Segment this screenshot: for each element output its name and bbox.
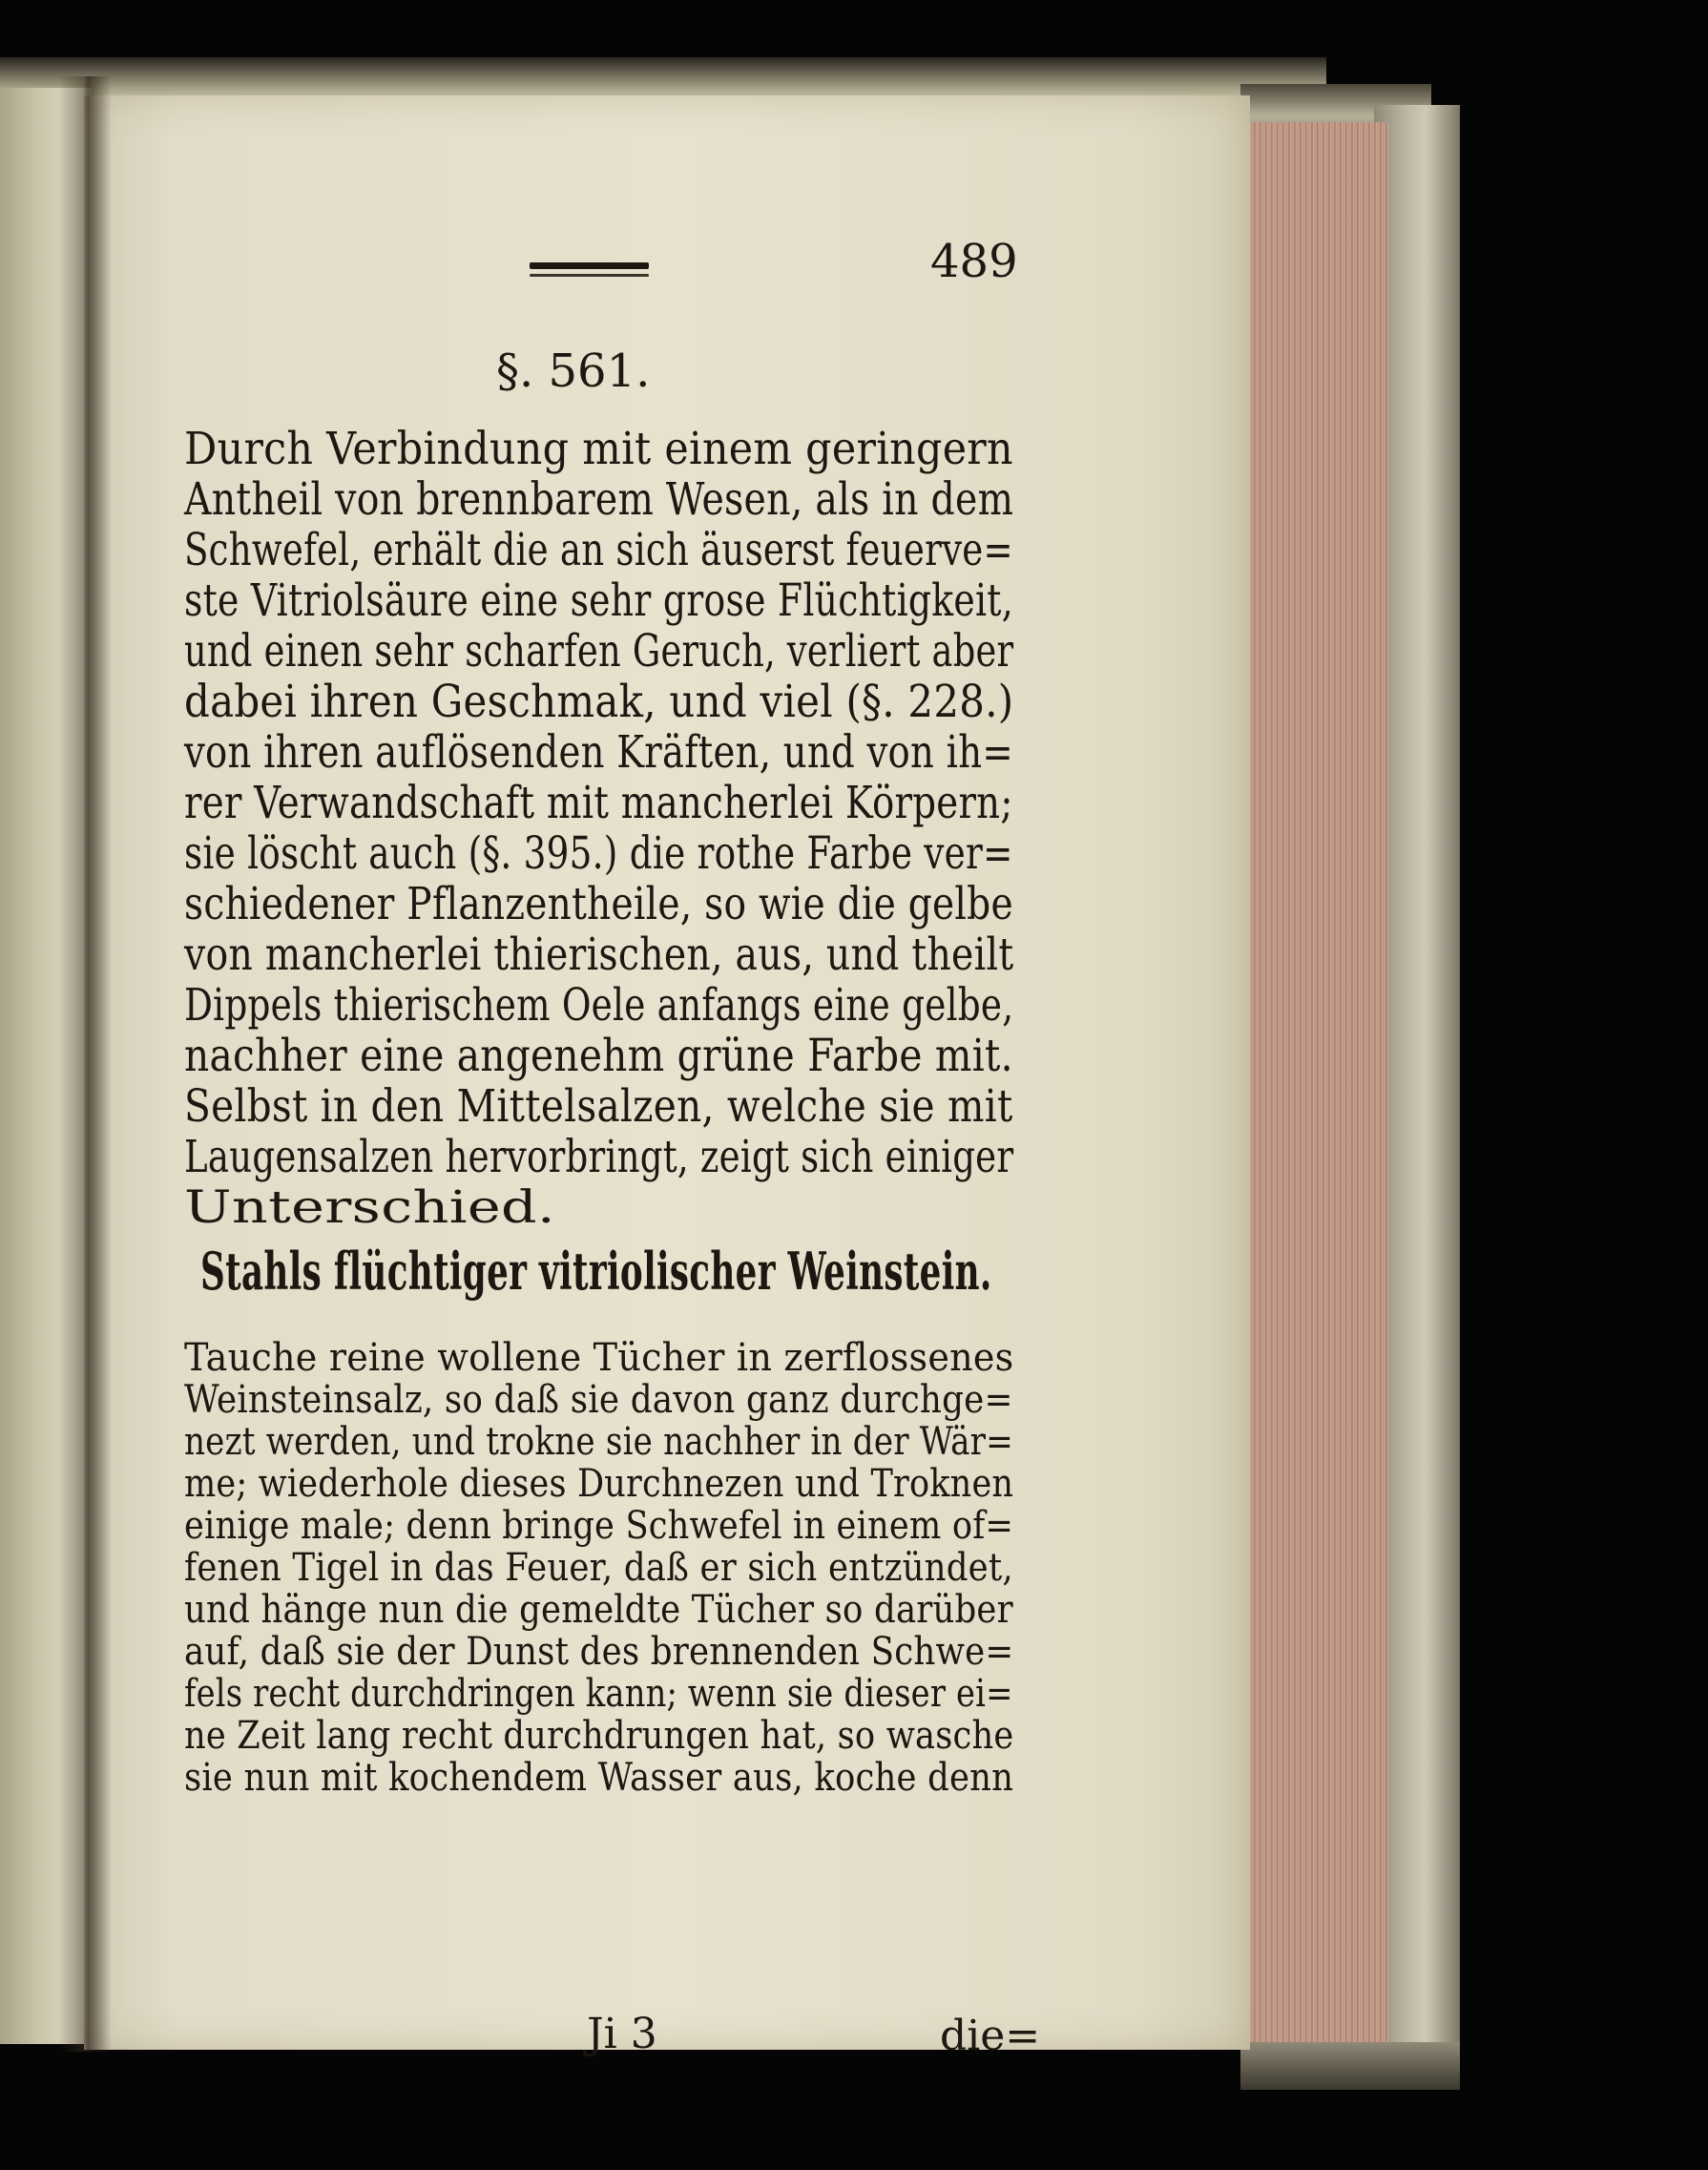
text-line: Laugensalzen hervorbringt, zeigt sich einiger <box>184 1131 1014 1183</box>
text-line: ste Vitriolsäure eine sehr grose Flüchtigkeit, <box>184 574 1013 627</box>
text-line: Selbst in den Mittelsalzen, welche sie mit <box>184 1080 1013 1133</box>
catchword: die= <box>940 2012 1041 2060</box>
text-line: sie löscht auch (§. 395.) die rothe Farbe ver= <box>184 827 1013 880</box>
text-line: schiedener Pflanzentheile, so wie die gelbe <box>184 878 1013 930</box>
signature-mark: Ji 3 <box>587 2010 657 2058</box>
text-line: und hänge nun die gemeldte Tücher so darüber <box>184 1588 1013 1632</box>
text-line: Dippels thierischem Oele anfangs eine gelbe, <box>184 979 1014 1032</box>
text-line: fenen Tigel in das Feuer, daß er sich entzündet, <box>184 1546 1013 1590</box>
text-line: sie nun mit kochendem Wasser aus, koche denn <box>184 1756 1014 1800</box>
text-line: von mancherlei thierischen, aus, und theilt <box>184 929 1014 981</box>
text-line: Unterschied. <box>184 1181 556 1234</box>
book-gutter <box>59 76 112 2052</box>
header-rule <box>530 262 649 269</box>
text-line: Antheil von brennbarem Wesen, als in dem <box>184 473 1014 526</box>
book-corner-bottom <box>1240 2042 1460 2090</box>
text-line: fels recht durchdringen kann; wenn sie dieser ei= <box>184 1672 1013 1716</box>
text-line: von ihren auflösenden Kräften, und von ih= <box>184 726 1013 779</box>
text-line: nachher eine angenehm grüne Farbe mit. <box>184 1030 1013 1082</box>
text-line: und einen sehr scharfen Geruch, verliert aber <box>184 625 1014 678</box>
text-line: dabei ihren Geschmak, und viel (§. 228.) <box>184 676 1014 728</box>
header-rule-thin <box>530 274 649 277</box>
text-line: Durch Verbindung mit einem geringern <box>184 423 1013 475</box>
page-number: 489 <box>930 235 1018 288</box>
text-line: auf, daß sie der Dunst des brennenden Schwe= <box>184 1630 1014 1674</box>
text-line: rer Verwandschaft mit mancherlei Körpern; <box>184 777 1013 829</box>
text-line: Schwefel, erhält die an sich äuserst feuerve= <box>184 524 1013 576</box>
text-line: me; wiederhole dieses Durchnezen und Troknen <box>184 1462 1014 1506</box>
text-line: ne Zeit lang recht durchdrungen hat, so wasche <box>184 1714 1014 1758</box>
page-block-edge <box>1245 122 1388 2069</box>
text-line: einige male; denn bringe Schwefel in einem of= <box>184 1504 1014 1548</box>
recipe-heading: Stahls flüchtiger vitriolischer Weinstein. <box>200 1241 992 1302</box>
section-number: §. 561. <box>496 344 651 398</box>
text-line: Weinsteinsalz, so daß sie davon ganz durchge= <box>184 1378 1013 1422</box>
text-line: nezt werden, und trokne sie nachher in der Wär= <box>184 1420 1013 1464</box>
text-line: Tauche reine wollene Tücher in zerflossenes <box>184 1336 1014 1380</box>
